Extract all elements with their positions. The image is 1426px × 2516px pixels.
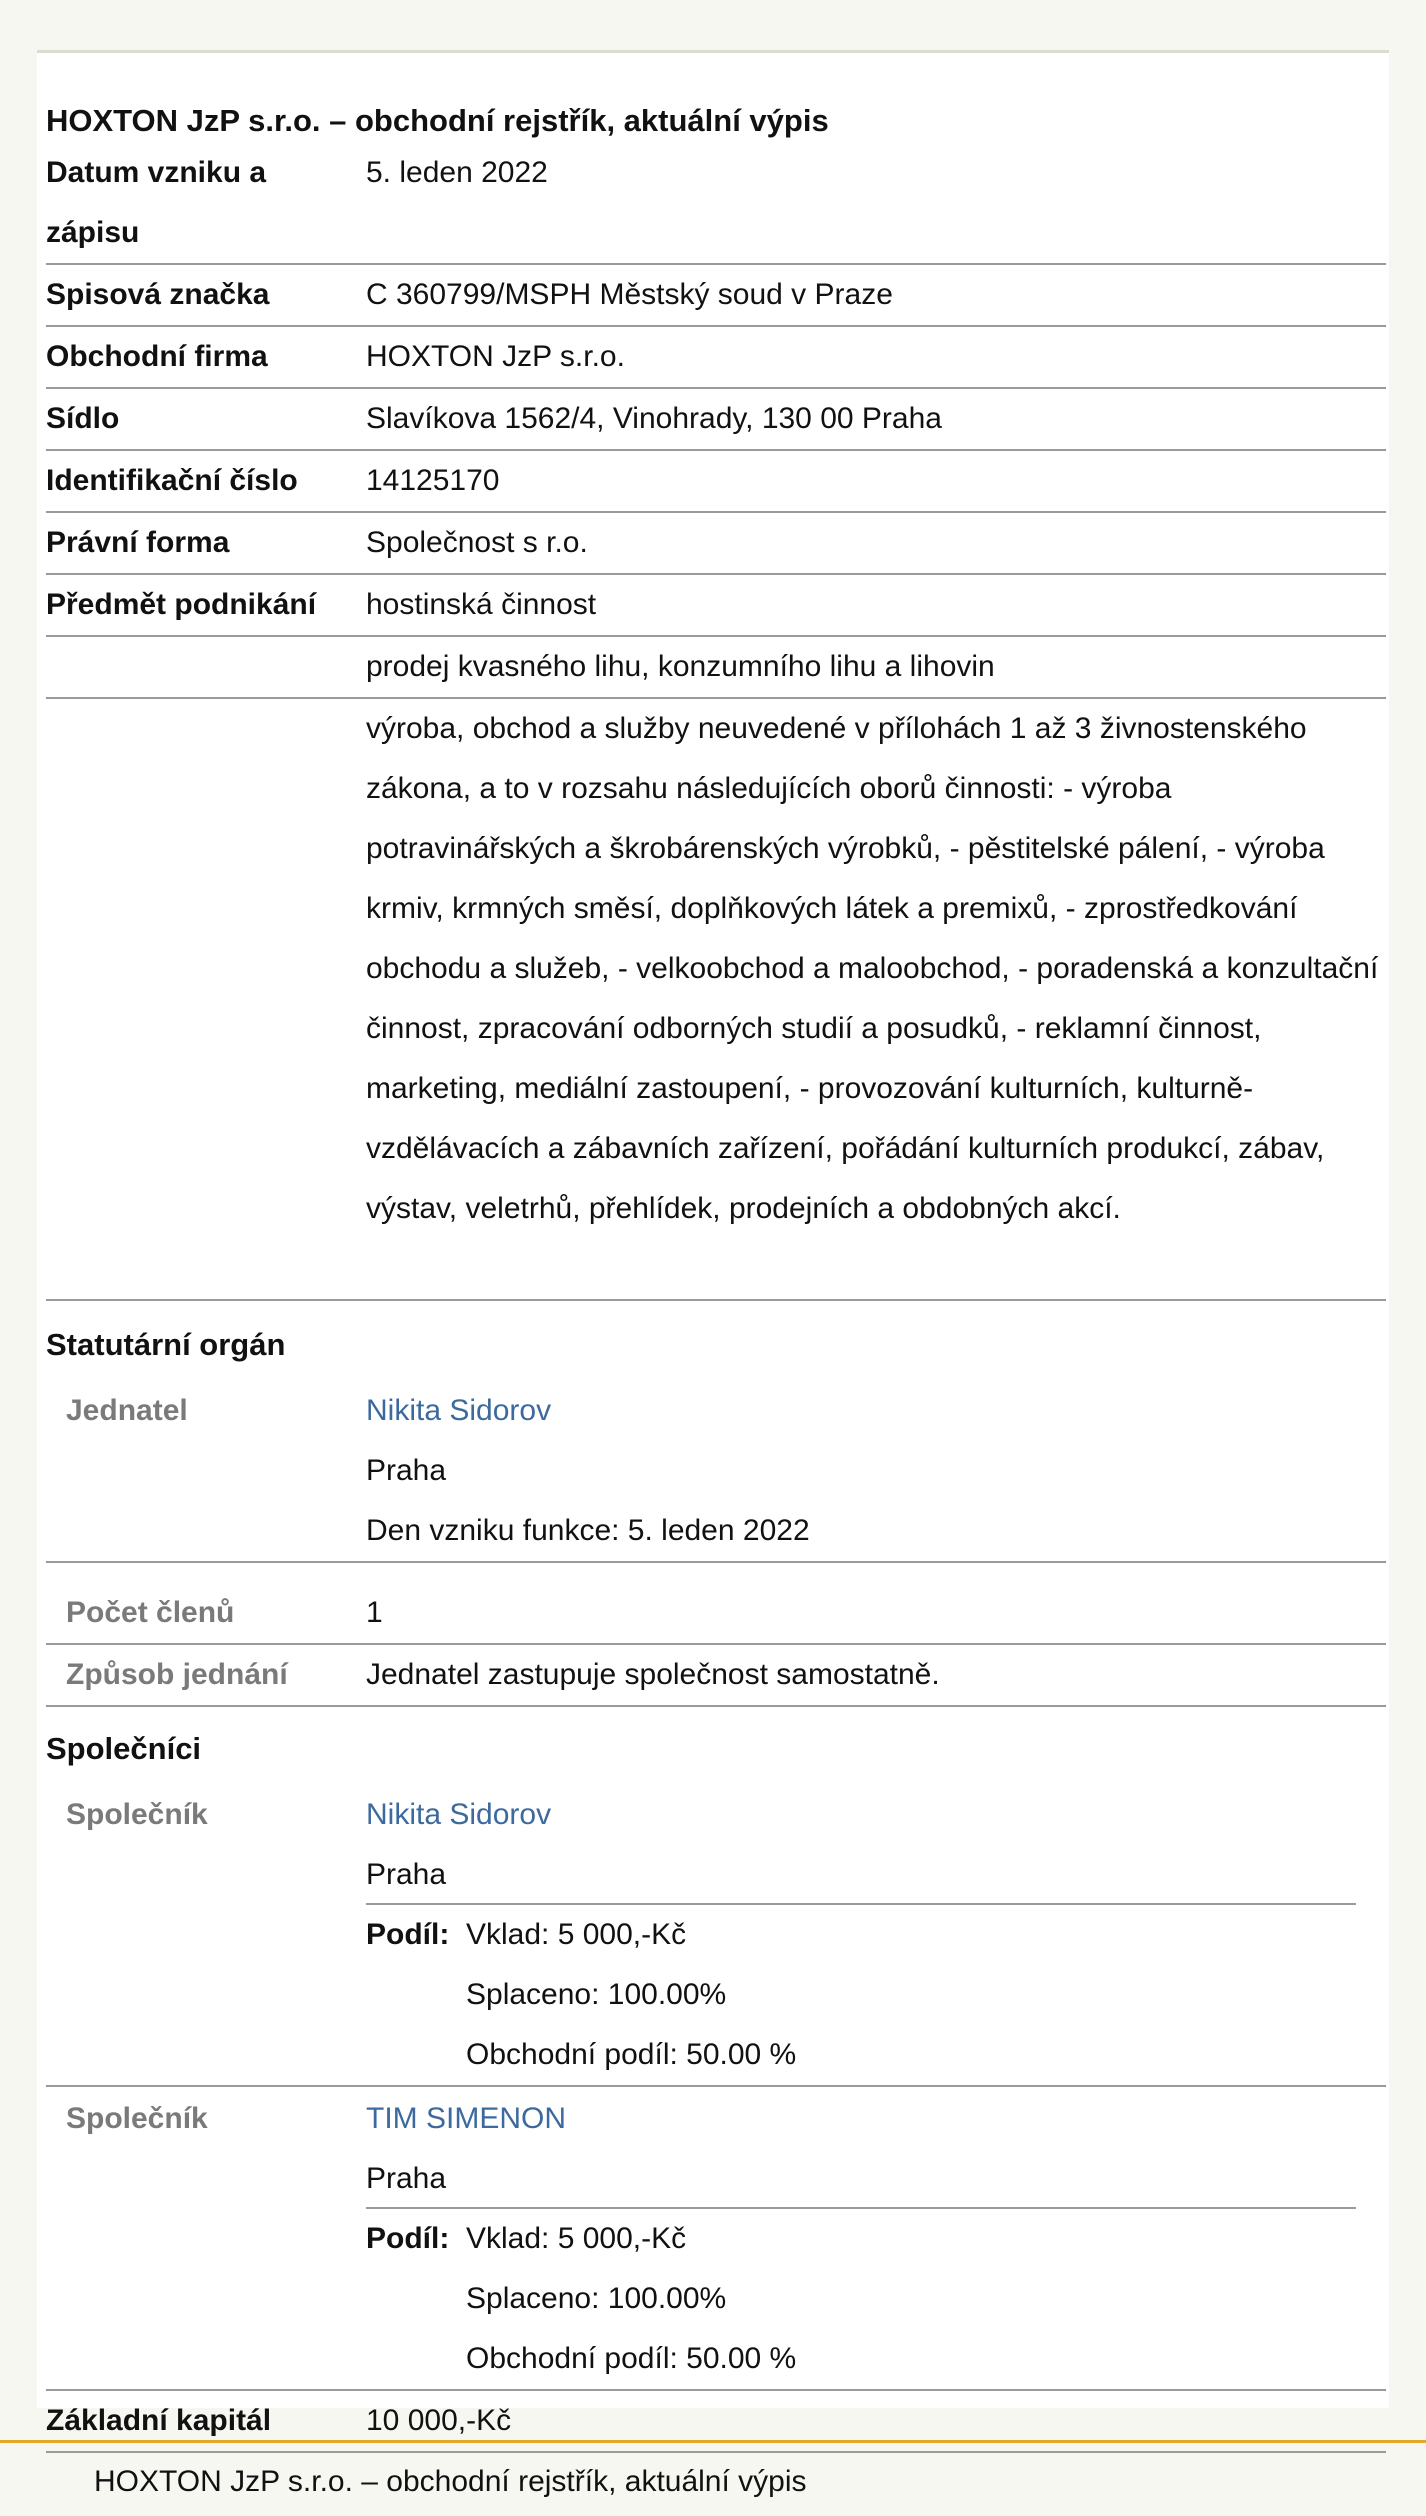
jednatel-value <box>366 1381 1386 1561</box>
page-title: HOXTON JzP s.r.o. – obchodní rejstřík, aktuální výpis <box>46 103 829 138</box>
jednatel-since: Den vzniku funkce: 5. leden 2022 <box>366 1514 810 1547</box>
predmet-3-line: zákona, a to v rozsahu následujících oborů činnosti: - výroba <box>366 772 1172 805</box>
pocet-clenu-value: 1 <box>366 1596 383 1629</box>
sidlo-label: Sídlo <box>46 402 120 435</box>
spolecnik-city: Praha <box>366 1858 447 1891</box>
jednatel-city: Praha <box>366 1454 447 1487</box>
podil-obchodni: Obchodní podíl: 50.00 % <box>466 2038 797 2071</box>
predmet-3-line: výstav, veletrhů, přehlídek, prodejních a obdobných akcí. <box>366 1192 1121 1225</box>
jednatel-label: Jednatel <box>66 1394 188 1427</box>
row-spolecnik <box>46 1785 1386 2087</box>
zpusob-jednani-value: Jednatel zastupuje společnost samostatně. <box>366 1658 940 1691</box>
sidlo-value: Slavíkova 1562/4, Vinohrady, 130 00 Praha <box>366 402 942 435</box>
predmet-3-line: výroba, obchod a služby neuvedené v přílohách 1 až 3 živnostenského <box>366 712 1307 745</box>
predmet-3-line: obchodu a služeb, - velkoobchod a maloobchod, - poradenská a konzultační <box>366 952 1379 985</box>
predmet-3-line: činnost, zpracování odborných studií a posudků, - reklamní činnost, <box>366 1012 1262 1045</box>
podil-splaceno: Splaceno: 100.00% <box>466 1978 727 2011</box>
row-zpusob-jednani <box>46 1645 1386 1707</box>
pravni-forma-label: Právní forma <box>46 526 230 559</box>
predmet-3-line: marketing, mediální zastoupení, - provozování kulturních, kulturně- <box>366 1072 1254 1105</box>
obchodni-firma-label: Obchodní firma <box>46 340 268 373</box>
podil-vklad: Vklad: 5 000,-Kč <box>466 1918 687 1951</box>
predmet-value-2: prodej kvasného lihu, konzumního lihu a lihovin <box>366 650 995 683</box>
ico-label: Identifikační číslo <box>46 464 298 497</box>
spolecnik-label: Společník <box>66 2102 208 2135</box>
podil-vklad: Vklad: 5 000,-Kč <box>466 2222 687 2255</box>
row-spolecnik <box>46 2089 1386 2391</box>
spolecnik-name-link[interactable]: TIM SIMENON <box>366 2102 566 2135</box>
datum-vzniku-value: 5. leden 2022 <box>366 156 548 189</box>
datum-vzniku-label <box>46 143 356 263</box>
row-jednatel <box>46 1381 1386 1563</box>
zpusob-jednani-label: Způsob jednání <box>66 1658 288 1691</box>
row-pocet-clenu <box>46 1583 1386 1645</box>
row-obchodni-firma <box>46 327 1386 389</box>
podil-label: Podíl: <box>366 2222 450 2255</box>
spisova-znacka-value: C 360799/MSPH Městský soud v Praze <box>366 278 893 311</box>
pravni-forma-value: Společnost s r.o. <box>366 526 588 559</box>
datum-label-line-2: zápisu <box>46 216 140 249</box>
spolecnik-value <box>366 1785 1386 1905</box>
spisova-znacka-label: Spisová značka <box>46 278 270 311</box>
ico-value: 14125170 <box>366 464 500 497</box>
footer-title: HOXTON JzP s.r.o. – obchodní rejstřík, aktuální výpis <box>94 2465 807 2498</box>
zakladni-kapital-value: 10 000,-Kč <box>366 2404 512 2437</box>
predmet-3-line: krmiv, krmných směsí, doplňkových látek a premixů, - zprostředkování <box>366 892 1298 925</box>
podil-obchodni: Obchodní podíl: 50.00 % <box>466 2342 797 2375</box>
podil-splaceno: Splaceno: 100.00% <box>466 2282 727 2315</box>
row-sidlo <box>46 389 1386 451</box>
extract-card <box>37 50 1389 2437</box>
row-predmet-1 <box>46 575 1386 637</box>
predmet-3-line: potravinářských a škrobárenských výrobků, - pěstitelské pálení, - výroba <box>366 832 1325 865</box>
spolecnik-value <box>366 2089 1386 2209</box>
section-spolecnici: Společníci <box>46 1731 202 1766</box>
pocet-clenu-label: Počet členů <box>66 1596 235 1629</box>
datum-label-line-1: Datum vzniku a <box>46 156 267 189</box>
row-zakladni-kapital <box>46 2391 1386 2453</box>
section-statutarni-organ: Statutární orgán <box>46 1327 286 1362</box>
row-spisova-znacka <box>46 265 1386 327</box>
podil-label: Podíl: <box>366 1918 450 1951</box>
predmet-label: Předmět podnikání <box>46 588 317 621</box>
predmet-value-1: hostinská činnost <box>366 588 597 621</box>
predmet-3-line: vzdělávacích a zábavních zařízení, pořádání kulturních produkcí, zábav, <box>366 1132 1325 1165</box>
predmet-value-3 <box>366 699 1386 1239</box>
row-ico <box>46 451 1386 513</box>
zakladni-kapital-label: Základní kapitál <box>46 2404 272 2437</box>
footer-accent-line <box>0 2440 1426 2443</box>
row-predmet-3 <box>46 699 1386 1301</box>
row-predmet-2 <box>46 637 1386 699</box>
jednatel-name-link[interactable]: Nikita Sidorov <box>366 1394 552 1427</box>
spolecnik-city: Praha <box>366 2162 447 2195</box>
obchodni-firma-value: HOXTON JzP s.r.o. <box>366 340 625 373</box>
spolecnik-label: Společník <box>66 1798 208 1831</box>
row-datum-vzniku <box>46 143 1386 265</box>
spolecnik-name-link[interactable]: Nikita Sidorov <box>366 1798 552 1831</box>
row-pravni-forma <box>46 513 1386 575</box>
